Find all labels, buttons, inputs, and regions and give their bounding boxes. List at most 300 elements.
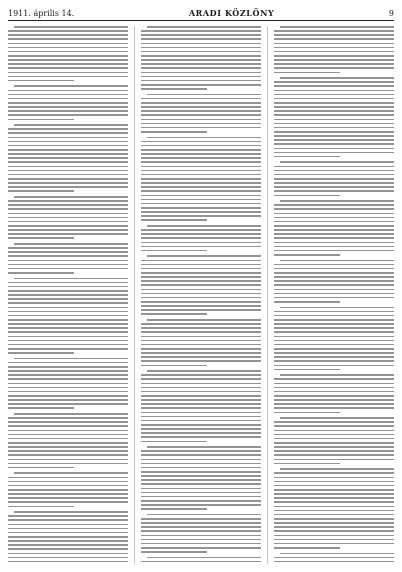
- column-3: [274, 26, 394, 564]
- text-line: [8, 485, 128, 487]
- text-line: [8, 55, 128, 57]
- text-line: [8, 110, 128, 112]
- text-line: [141, 55, 261, 57]
- text-line: [8, 264, 128, 266]
- text-line: [274, 55, 394, 57]
- text-line: [274, 166, 394, 168]
- text-line: [8, 467, 74, 469]
- text-line: [147, 514, 261, 516]
- text-line: [274, 143, 394, 145]
- text-line: [8, 119, 74, 121]
- text-line: [8, 302, 128, 304]
- text-line: [141, 98, 261, 100]
- text-line: [141, 199, 261, 201]
- text-line: [141, 67, 261, 69]
- text-line: [8, 290, 128, 292]
- text-line: [274, 434, 394, 436]
- text-line: [8, 153, 128, 155]
- text-line: [274, 391, 394, 393]
- text-line: [8, 161, 128, 163]
- text-line: [141, 432, 261, 434]
- text-line: [141, 59, 261, 61]
- text-line: [8, 344, 128, 346]
- text-line: [8, 98, 128, 100]
- text-line: [8, 221, 128, 223]
- text-line: [8, 327, 128, 329]
- text-line: [274, 182, 394, 184]
- text-line: [147, 446, 261, 448]
- text-line: [8, 204, 128, 206]
- text-line: [274, 489, 394, 491]
- text-line: [280, 77, 394, 79]
- text-line: [274, 127, 394, 129]
- text-line: [274, 233, 394, 235]
- text-line: [8, 493, 128, 495]
- text-line: [141, 391, 261, 393]
- text-line: [141, 526, 261, 528]
- text-line: [8, 59, 128, 61]
- text-line: [274, 319, 394, 321]
- text-line: [274, 110, 394, 112]
- text-line: [8, 553, 128, 555]
- text-line: [141, 161, 261, 163]
- text-line: [141, 76, 261, 78]
- text-line: [274, 450, 394, 452]
- text-line: [8, 30, 128, 32]
- text-line: [141, 336, 261, 338]
- text-line: [8, 403, 128, 405]
- text-line: [8, 506, 74, 508]
- text-line: [274, 336, 394, 338]
- text-line: [141, 178, 261, 180]
- text-line: [141, 102, 261, 104]
- text-line: [274, 348, 394, 350]
- text-line: [8, 102, 128, 104]
- text-line: [8, 67, 128, 69]
- text-line: [141, 551, 207, 553]
- text-line: [8, 425, 128, 427]
- text-line: [274, 139, 394, 141]
- text-line: [141, 207, 261, 209]
- column-divider: [134, 26, 135, 564]
- text-line: [141, 399, 261, 401]
- text-line: [141, 190, 261, 192]
- text-line: [280, 468, 394, 470]
- text-line: [141, 63, 261, 65]
- text-line: [274, 403, 394, 405]
- text-line: [8, 481, 128, 483]
- text-line: [274, 190, 394, 192]
- text-line: [274, 421, 394, 423]
- text-line: [141, 219, 207, 221]
- text-line: [8, 446, 128, 448]
- text-line: [141, 424, 261, 426]
- text-line: [14, 124, 128, 126]
- text-line: [274, 297, 394, 299]
- text-line: [141, 360, 261, 362]
- text-line: [141, 170, 261, 172]
- text-line: [274, 360, 394, 362]
- text-line: [274, 315, 394, 317]
- text-line: [274, 530, 394, 532]
- text-line: [14, 26, 128, 28]
- text-line: [8, 213, 128, 215]
- text-line: [14, 413, 128, 415]
- text-line: [8, 63, 128, 65]
- text-line: [280, 26, 394, 28]
- text-line: [8, 286, 128, 288]
- text-line: [141, 229, 261, 231]
- text-line: [274, 51, 394, 53]
- issue-date: 1911. április 14.: [8, 9, 75, 18]
- text-line: [141, 84, 261, 86]
- text-line: [8, 38, 128, 40]
- text-line: [8, 561, 128, 563]
- text-line: [141, 356, 261, 358]
- text-line: [274, 156, 340, 158]
- text-line: [274, 365, 394, 367]
- text-line: [8, 307, 128, 309]
- text-line: [8, 544, 128, 546]
- text-line: [274, 272, 394, 274]
- column-2: [141, 26, 261, 564]
- text-line: [141, 305, 261, 307]
- text-line: [8, 315, 128, 317]
- text-line: [8, 260, 128, 262]
- text-line: [8, 536, 128, 538]
- text-line: [141, 233, 261, 235]
- text-line: [274, 535, 394, 537]
- text-line: [141, 374, 261, 376]
- text-line: [141, 127, 261, 129]
- text-line: [274, 30, 394, 32]
- text-line: [8, 237, 74, 239]
- text-line: [141, 264, 261, 266]
- text-line: [8, 438, 128, 440]
- text-line: [8, 149, 128, 151]
- text-line: [274, 442, 394, 444]
- text-line: [8, 311, 128, 313]
- text-line: [274, 135, 394, 137]
- text-line: [274, 477, 394, 479]
- text-line: [141, 471, 261, 473]
- newspaper-title: ARADI KÖZLÖNY: [188, 8, 275, 18]
- text-line: [141, 508, 207, 510]
- text-line: [274, 557, 394, 559]
- text-line: [274, 539, 394, 541]
- text-line: [274, 293, 394, 295]
- text-line: [141, 543, 261, 545]
- text-line: [141, 174, 261, 176]
- text-line: [8, 417, 128, 419]
- text-line: [280, 374, 394, 376]
- text-line: [8, 463, 128, 465]
- text-line: [141, 492, 261, 494]
- text-line: [8, 489, 128, 491]
- text-line: [280, 200, 394, 202]
- text-line: [274, 38, 394, 40]
- text-line: [147, 370, 261, 372]
- text-line: [8, 524, 128, 526]
- text-line: [141, 242, 261, 244]
- text-line: [141, 309, 261, 311]
- text-line: [141, 327, 261, 329]
- text-line: [8, 178, 128, 180]
- text-line: [141, 420, 261, 422]
- text-line: [274, 98, 394, 100]
- text-line: [141, 530, 261, 532]
- text-line: [274, 323, 394, 325]
- text-line: [274, 430, 394, 432]
- text-line: [274, 123, 394, 125]
- text-line: [147, 137, 261, 139]
- text-line: [274, 514, 394, 516]
- text-line: [274, 446, 394, 448]
- text-line: [141, 344, 261, 346]
- text-line: [8, 182, 128, 184]
- text-line: [8, 106, 128, 108]
- text-line: [274, 237, 394, 239]
- text-line: [8, 90, 128, 92]
- text-line: [141, 387, 261, 389]
- text-line: [8, 454, 128, 456]
- text-line: [274, 186, 394, 188]
- text-line: [141, 43, 261, 45]
- text-line: [274, 481, 394, 483]
- text-line: [141, 268, 261, 270]
- text-line: [147, 557, 261, 559]
- text-line: [274, 352, 394, 354]
- text-line: [8, 348, 128, 350]
- text-line: [274, 268, 394, 270]
- text-line: [141, 145, 261, 147]
- text-line: [141, 535, 261, 537]
- text-line: [141, 407, 261, 409]
- text-line: [141, 467, 261, 469]
- text-line: [8, 421, 128, 423]
- text-line: [141, 186, 261, 188]
- text-line: [141, 106, 261, 108]
- text-line: [274, 94, 394, 96]
- text-line: [147, 94, 261, 96]
- text-line: [14, 472, 128, 474]
- text-line: [274, 399, 394, 401]
- text-line: [8, 540, 128, 542]
- text-line: [141, 428, 261, 430]
- text-line: [141, 504, 261, 506]
- text-line: [274, 106, 394, 108]
- text-line: [8, 378, 128, 380]
- text-line: [8, 268, 128, 270]
- text-line: [8, 208, 128, 210]
- text-line: [141, 488, 261, 490]
- text-line: [8, 166, 128, 168]
- text-line: [141, 378, 261, 380]
- text-line: [8, 43, 128, 45]
- text-line: [8, 366, 128, 368]
- text-line: [8, 548, 128, 550]
- text-line: [141, 539, 261, 541]
- text-line: [141, 297, 261, 299]
- text-line: [8, 247, 128, 249]
- text-line: [8, 395, 128, 397]
- text-line: [141, 561, 261, 563]
- text-line: [141, 38, 261, 40]
- text-line: [8, 501, 128, 503]
- text-line: [280, 307, 394, 309]
- text-line: [274, 518, 394, 520]
- text-line: [8, 282, 128, 284]
- text-line: [274, 217, 394, 219]
- text-line: [141, 72, 261, 74]
- text-line: [141, 250, 207, 252]
- text-line: [141, 496, 261, 498]
- text-line: [274, 526, 394, 528]
- text-line: [8, 141, 128, 143]
- text-line: [141, 475, 261, 477]
- text-line: [141, 289, 261, 291]
- text-line: [141, 260, 261, 262]
- text-line: [141, 80, 261, 82]
- text-line: [8, 229, 128, 231]
- text-line: [280, 417, 394, 419]
- text-line: [141, 412, 261, 414]
- text-line: [274, 254, 340, 256]
- text-line: [147, 26, 261, 28]
- text-line: [141, 246, 261, 248]
- text-line: [8, 391, 128, 393]
- text-line: [141, 383, 261, 385]
- page-number: 9: [388, 9, 394, 18]
- text-line: [141, 110, 261, 112]
- text-line: [8, 225, 128, 227]
- text-line: [274, 59, 394, 61]
- text-line: [8, 519, 128, 521]
- text-line: [274, 543, 394, 545]
- text-line: [274, 369, 340, 371]
- text-line: [274, 34, 394, 36]
- text-line: [8, 528, 128, 530]
- text-line: [274, 522, 394, 524]
- text-line: [8, 399, 128, 401]
- text-line: [8, 217, 128, 219]
- text-line: [274, 213, 394, 215]
- text-line: [141, 454, 261, 456]
- text-line: [141, 166, 261, 168]
- text-line: [274, 425, 394, 427]
- text-line: [8, 200, 128, 202]
- text-line: [141, 276, 261, 278]
- text-line: [141, 547, 261, 549]
- text-line: [147, 319, 261, 321]
- text-line: [8, 51, 128, 53]
- text-line: [274, 395, 394, 397]
- text-line: [274, 90, 394, 92]
- text-line: [8, 190, 74, 192]
- text-line: [274, 383, 394, 385]
- text-line: [274, 547, 340, 549]
- text-line: [8, 72, 128, 74]
- text-line: [274, 264, 394, 266]
- text-line: [141, 313, 207, 315]
- text-line: [274, 497, 394, 499]
- text-line: [274, 43, 394, 45]
- text-line: [280, 161, 394, 163]
- text-line: [274, 331, 394, 333]
- text-line: [274, 148, 394, 150]
- text-line: [274, 63, 394, 65]
- text-line: [8, 174, 128, 176]
- text-line: [274, 221, 394, 223]
- text-line: [141, 272, 261, 274]
- article-columns: [8, 26, 394, 564]
- text-line: [8, 80, 74, 82]
- column-1: [8, 26, 128, 564]
- text-line: [141, 157, 261, 159]
- text-line: [274, 208, 394, 210]
- text-line: [274, 250, 394, 252]
- text-line: [8, 298, 128, 300]
- text-line: [8, 532, 128, 534]
- text-line: [8, 323, 128, 325]
- text-line: [280, 553, 394, 555]
- text-line: [8, 370, 128, 372]
- text-line: [141, 331, 261, 333]
- text-line: [8, 407, 74, 409]
- text-line: [274, 174, 394, 176]
- text-line: [141, 211, 261, 213]
- text-line: [141, 149, 261, 151]
- text-line: [141, 114, 261, 116]
- text-line: [8, 383, 128, 385]
- text-line: [274, 438, 394, 440]
- text-line: [141, 483, 261, 485]
- text-line: [14, 243, 128, 245]
- text-line: [274, 225, 394, 227]
- text-line: [274, 102, 394, 104]
- text-line: [274, 280, 394, 282]
- text-line: [141, 51, 261, 53]
- text-line: [8, 272, 74, 274]
- text-line: [8, 76, 128, 78]
- text-line: [274, 81, 394, 83]
- text-line: [141, 88, 207, 90]
- text-line: [274, 85, 394, 87]
- text-line: [8, 430, 128, 432]
- text-line: [8, 557, 128, 559]
- text-line: [274, 204, 394, 206]
- text-line: [274, 387, 394, 389]
- text-line: [8, 157, 128, 159]
- text-line: [8, 114, 128, 116]
- text-line: [8, 145, 128, 147]
- text-line: [8, 515, 128, 517]
- text-line: [141, 280, 261, 282]
- text-line: [274, 459, 394, 461]
- text-line: [274, 131, 394, 133]
- text-line: [8, 459, 128, 461]
- text-line: [141, 182, 261, 184]
- text-line: [141, 195, 261, 197]
- text-line: [274, 119, 394, 121]
- text-line: [141, 215, 261, 217]
- text-line: [147, 255, 261, 257]
- text-line: [8, 374, 128, 376]
- text-line: [141, 237, 261, 239]
- text-line: [274, 463, 340, 465]
- text-line: [141, 348, 261, 350]
- text-line: [141, 119, 261, 121]
